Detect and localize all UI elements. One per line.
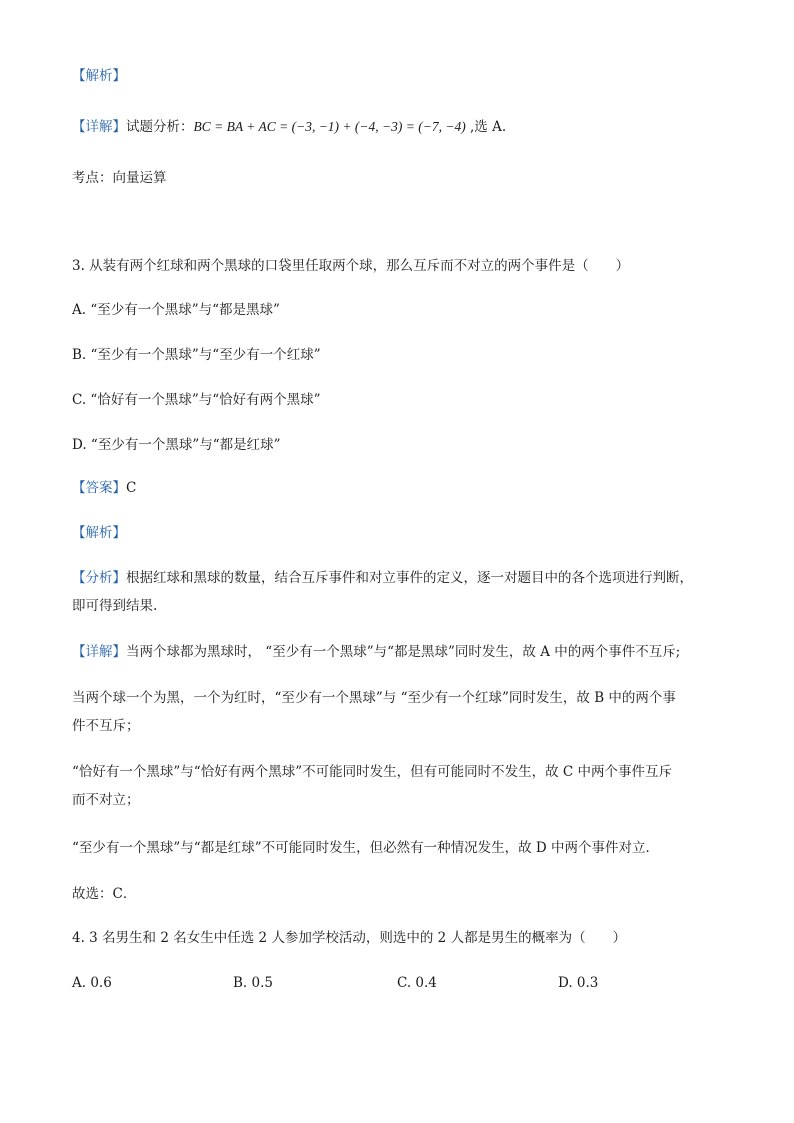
detail-heading-2: 【详解】 [72,644,126,660]
question-4-option-d: D. 0.3 [558,975,599,991]
question-3-stem: 3. 从装有两个红球和两个黑球的口袋里任取两个球，那么互斥而不对立的两个事件是（ ） [72,258,630,274]
detail-text-4: “至少有一个黑球”与“都是红球”不可能同时发生，但必然有一种情况发生，故 D 中两个事件对立． [72,840,660,856]
key-point: 考点：向量运算 [72,170,167,186]
detail-text-1: 当两个球都为黑球时， “至少有一个黑球”与“都是黑球”同时发生，故 A 中的两个事件不互斥; [126,644,681,660]
answer-value: C [126,480,137,496]
vector-formula: BC = BA + AC = (−3, −1) + (−4, −3) = (−7, −4) [193,119,466,134]
detail-text-2b: 件不互斥； [72,718,140,734]
detail-heading: 【详解】 [72,119,126,135]
question-3-option-c: C. “恰好有一个黑球”与“恰好有两个黑球” [72,392,321,408]
question-4-option-b: B. 0.5 [233,975,273,991]
analysis-text-1: 根据红球和黑球的数量，结合互斥事件和对立事件的定义，逐一对题目中的各个选项进行判断， [126,570,693,586]
question-4-option-a: A. 0.6 [72,975,112,991]
detail-line [72,117,506,137]
detail-text-3b: 而不对立； [72,792,140,808]
detail-text-2a: 当两个球一个为黑，一个为红时，“至少有一个黑球”与 “至少有一个红球”同时发生，故 B 中的两个事 [72,690,676,706]
question-4-option-c: C. 0.4 [397,975,437,991]
question-3-option-b: B. “至少有一个黑球”与“至少有一个红球” [72,347,321,363]
analysis-heading-2: 【解析】 [72,525,126,541]
analysis-heading: 【解析】 [72,68,126,84]
detail-intro: 试题分析： [126,119,194,135]
question-4-stem: 4. 3 名男生和 2 名女生中任选 2 人参加学校活动，则选中的 2 人都是男生的概率为（ ） [72,930,627,946]
detail-line-2 [72,642,680,662]
question-3-option-d: D. “至少有一个黑球”与“都是红球” [72,437,281,453]
analysis-subheading: 【分析】 [72,570,126,586]
conclusion: 故选：C． [72,886,137,902]
detail-text-3a: “恰好有一个黑球”与“恰好有两个黑球”不可能同时发生，但有可能同时不发生，故 C 中两个事件互斥 [72,764,673,780]
formula-conclusion: ,选 A. [465,119,507,135]
answer-heading: 【答案】 [72,480,126,496]
answer-line [72,478,136,498]
question-3-option-a: A. “至少有一个黑球”与“都是黑球” [72,302,280,318]
analysis-line-2: 即可得到结果. [72,598,158,614]
analysis-line-1 [72,568,693,588]
